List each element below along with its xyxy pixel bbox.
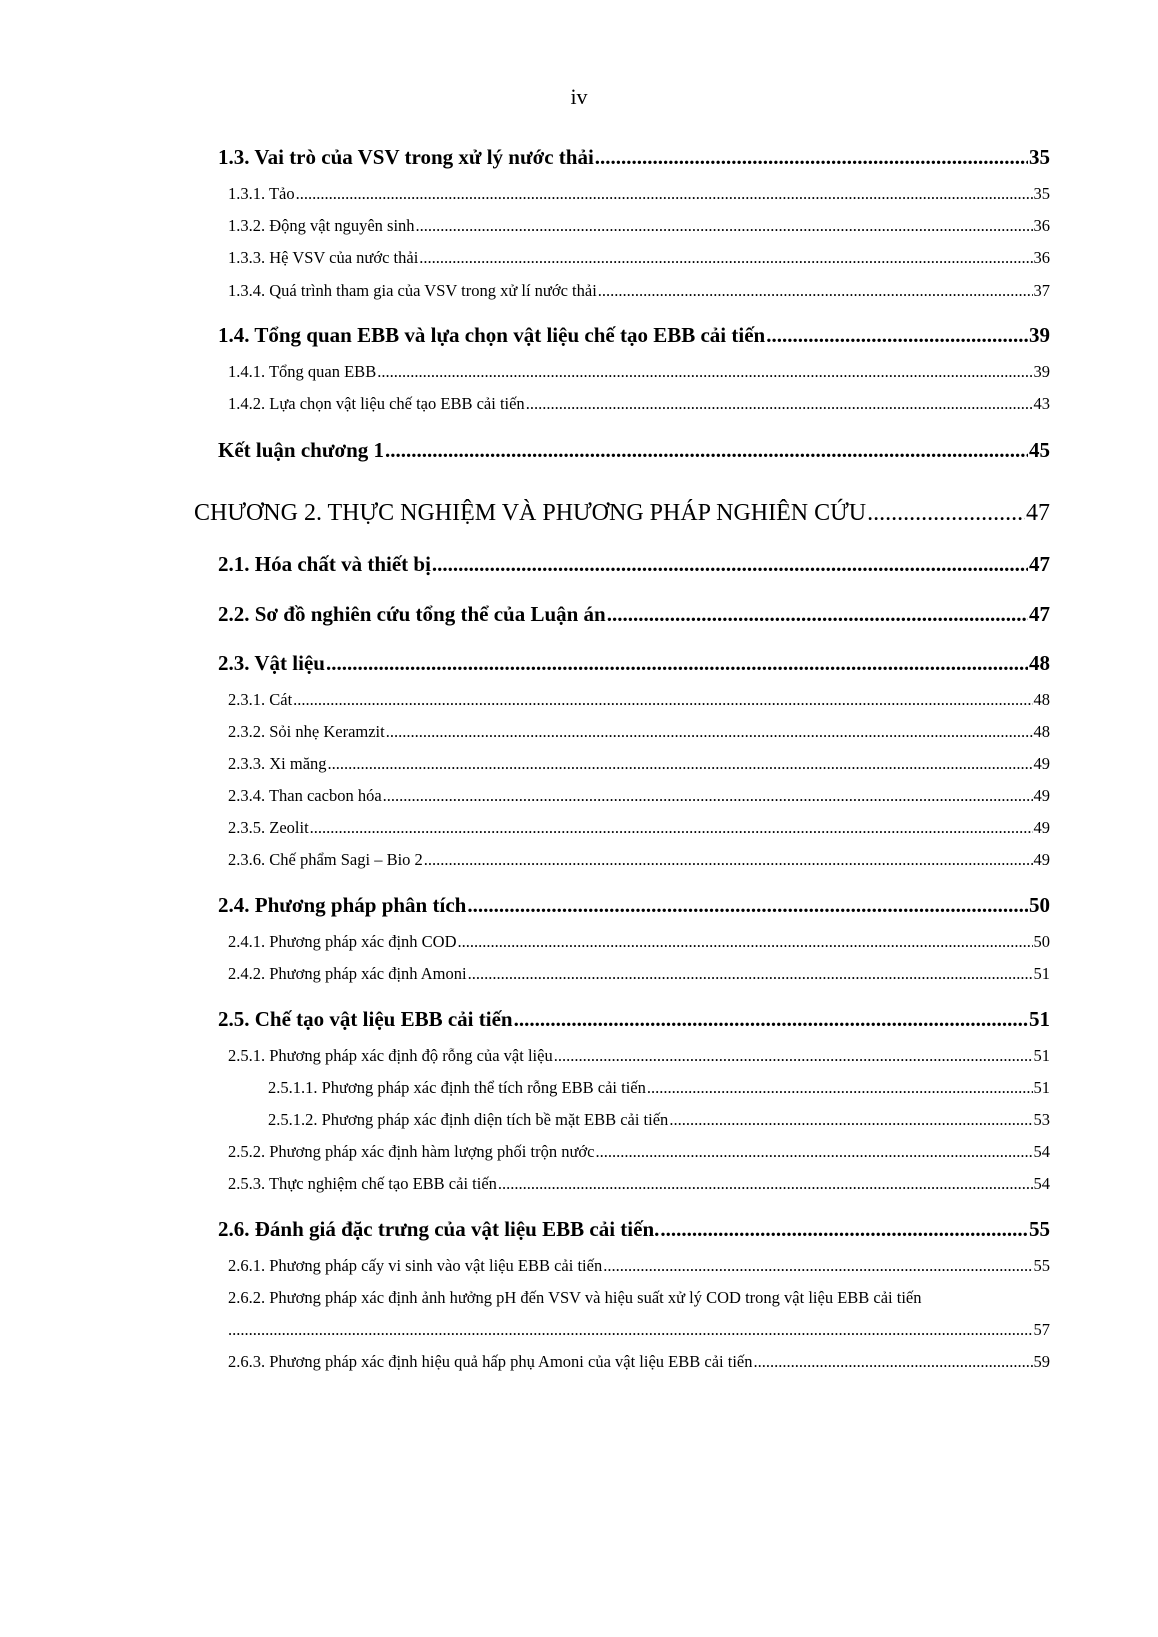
toc-page: 47 [1029,602,1050,626]
toc-entry-1-3[interactable] [218,145,1050,170]
toc-title: 1.3.2. Động vật nguyên sinh [228,216,415,235]
toc-title: 2.2. Sơ đồ nghiên cứu tổng thể của Luận án [218,602,606,626]
toc-page: 47 [1026,500,1050,526]
toc-title: 2.3.6. Chế phẩm Sagi – Bio 2 [228,850,423,869]
toc-page: 54 [1033,1174,1050,1193]
toc-page: 36 [1033,216,1050,235]
toc-leader [432,552,1028,577]
toc-entry-1-4-2[interactable] [228,394,1050,414]
toc-page: 49 [1033,818,1050,837]
toc-page: 51 [1033,1046,1050,1065]
toc-title: 2.3.4. Than cacbon hóa [228,786,382,805]
toc-leader [293,690,1032,710]
toc-page: 49 [1033,850,1050,869]
toc-title: 2.4. Phương pháp phân tích [218,893,467,917]
toc-entry-1-3-1[interactable] [228,184,1050,204]
toc-entry-2-4-1[interactable] [228,932,1050,952]
toc-leader [554,1046,1033,1066]
toc-page: 51 [1033,964,1050,983]
toc-page: 49 [1033,786,1050,805]
toc-entry-2-6-3[interactable] [228,1352,1050,1372]
toc-entry-2-6-2-continuation [228,1320,1050,1340]
toc-title: 1.4.2. Lựa chọn vật liệu chế tạo EBB cải tiến [228,394,525,413]
toc-leader [647,1078,1033,1098]
toc-entry-1-4-1[interactable] [228,362,1050,382]
toc-leader [458,932,1033,952]
toc-page: 45 [1029,438,1050,462]
toc-leader [603,1256,1032,1276]
toc-entry-2-5-3[interactable] [228,1174,1050,1194]
toc-title: 2.1. Hóa chất và thiết bị [218,552,431,576]
toc-leader [326,651,1028,676]
page-number: iv [570,84,588,109]
toc-leader [754,1352,1033,1372]
toc-page: 49 [1033,754,1050,773]
toc-page: 54 [1033,1142,1050,1161]
toc-leader [467,893,1028,918]
toc-page: 35 [1033,184,1050,203]
toc-page: 50 [1029,893,1050,917]
toc-title: 2.5.1. Phương pháp xác định độ rỗng của vật liệu [228,1046,553,1065]
toc-page: 48 [1029,651,1050,675]
toc-page: 35 [1029,145,1050,169]
toc-page: 48 [1033,690,1050,709]
toc-title: 1.3.1. Tảo [228,184,295,203]
toc-title: Kết luận chương 1 [218,438,385,462]
toc-leader [386,722,1033,742]
toc-title: 2.3.5. Zeolit [228,818,309,837]
toc-entry-2-4-2[interactable] [228,964,1050,984]
toc-page: 55 [1029,1217,1050,1241]
toc-leader [660,1217,1028,1242]
toc-entry-2-3-5[interactable] [228,818,1050,838]
toc-page: 59 [1033,1352,1050,1371]
toc-page: 51 [1029,1007,1050,1031]
toc-entry-2-6[interactable] [218,1217,1050,1242]
toc-page: 37 [1033,281,1050,300]
toc-leader [867,500,1025,527]
toc-page: 39 [1029,323,1050,347]
toc-title: 2.6. Đánh giá đặc trưng của vật liệu EBB cải tiến. [218,1217,660,1241]
toc-leader [310,818,1033,838]
toc-title: 1.4.1. Tổng quan EBB [228,362,377,381]
toc-leader [595,145,1028,170]
toc-entry-2-6-1[interactable] [228,1256,1050,1276]
toc-page: 48 [1033,722,1050,741]
toc-leader [595,1142,1032,1162]
toc-page: 51 [1033,1078,1050,1097]
toc-title: 2.4.2. Phương pháp xác định Amoni [228,964,467,983]
toc-leader [419,248,1032,268]
toc-leader [296,184,1033,204]
toc-title: CHƯƠNG 2. THỰC NGHIỆM VÀ PHƯƠNG PHÁP NGHIÊN CỨU [194,500,867,526]
toc-entry-2-3[interactable] [218,651,1050,676]
toc-leader [328,754,1033,774]
toc-entry-1-4[interactable] [218,323,1050,348]
toc-title: 2.5.1.2. Phương pháp xác định diện tích bề mặt EBB cải tiến [268,1110,669,1129]
toc-page: 43 [1033,394,1050,413]
toc-title: 2.6.1. Phương pháp cấy vi sinh vào vật liệu EBB cải tiến [228,1256,603,1275]
toc-entry-2-5[interactable] [218,1007,1050,1032]
toc-page: 55 [1033,1256,1050,1275]
toc-entry-2-3-6[interactable] [228,850,1050,870]
toc-title: 1.3. Vai trò của VSV trong xử lý nước thải [218,145,594,169]
toc-title: 2.6.3. Phương pháp xác định hiệu quả hấp phụ Amoni của vật liệu EBB cải tiến [228,1352,753,1371]
toc-title: 2.5. Chế tạo vật liệu EBB cải tiến [218,1007,513,1031]
toc-title: 2.5.2. Phương pháp xác định hàm lượng phối trộn nước [228,1142,595,1161]
toc-entry-2-1[interactable] [218,552,1050,577]
toc-leader [377,362,1032,382]
toc-entry-2-6-2[interactable] [228,1288,1050,1308]
toc-entry-chapter-2[interactable] [194,500,1050,527]
toc-title: 1.3.4. Quá trình tham gia của VSV trong xử lí nước thải [228,281,597,300]
toc-entry-2-3-1[interactable] [228,690,1050,710]
toc-page: 47 [1029,552,1050,576]
toc-entry-1-3-4[interactable] [228,281,1050,301]
toc-entry-2-5-1[interactable] [228,1046,1050,1066]
toc-title: 2.3.1. Cát [228,690,293,709]
toc-leader [228,1320,1033,1340]
toc-leader [498,1174,1033,1194]
toc-leader [766,323,1028,348]
toc-entry-2-2[interactable] [218,602,1050,627]
toc-leader [468,964,1033,984]
toc-title: 2.3. Vật liệu [218,651,325,675]
toc-entry-1-3-3[interactable] [228,248,1050,268]
toc-leader [424,850,1033,870]
toc-entry-2-4[interactable] [218,893,1050,918]
toc-entry-1-3-2[interactable] [228,216,1050,236]
toc-leader [383,786,1033,806]
toc-entry-2-3-2[interactable] [228,722,1050,742]
toc-page: 57 [1033,1320,1050,1339]
toc-title: 2.5.1.1. Phương pháp xác định thể tích rỗng EBB cải tiến [268,1078,646,1097]
toc-entry-2-3-3[interactable] [228,754,1050,774]
toc-page: 53 [1033,1110,1050,1129]
toc-entry-2-3-4[interactable] [228,786,1050,806]
toc-title: 1.3.3. Hệ VSV của nước thải [228,248,419,267]
toc-title: 2.5.3. Thực nghiệm chế tạo EBB cải tiến [228,1174,497,1193]
toc-title: 2.6.2. Phương pháp xác định ảnh hưởng pH đến VSV và hiệu suất xử lý COD trong vật liệu EBB cải tiến [228,1288,922,1307]
toc-entry-2-5-1-2[interactable] [268,1110,1050,1130]
toc-page: 50 [1033,932,1050,951]
toc-leader [385,438,1028,463]
toc-entry-2-5-1-1[interactable] [268,1078,1050,1098]
toc-page: 36 [1033,248,1050,267]
toc-leader [598,281,1033,301]
toc-entry-2-5-2[interactable] [228,1142,1050,1162]
toc-title: 1.4. Tổng quan EBB và lựa chọn vật liệu chế tạo EBB cải tiến [218,323,766,347]
toc-title: 2.3.2. Sỏi nhẹ Keramzit [228,722,385,741]
toc-title: 2.3.3. Xi măng [228,754,327,773]
toc-page: 39 [1033,362,1050,381]
toc-leader [416,216,1033,236]
toc-title: 2.4.1. Phương pháp xác định COD [228,932,457,951]
toc-entry-conclusion-1[interactable] [218,438,1050,463]
toc-leader [526,394,1033,414]
toc-leader [669,1110,1032,1130]
toc-leader [607,602,1028,627]
toc-leader [514,1007,1028,1032]
